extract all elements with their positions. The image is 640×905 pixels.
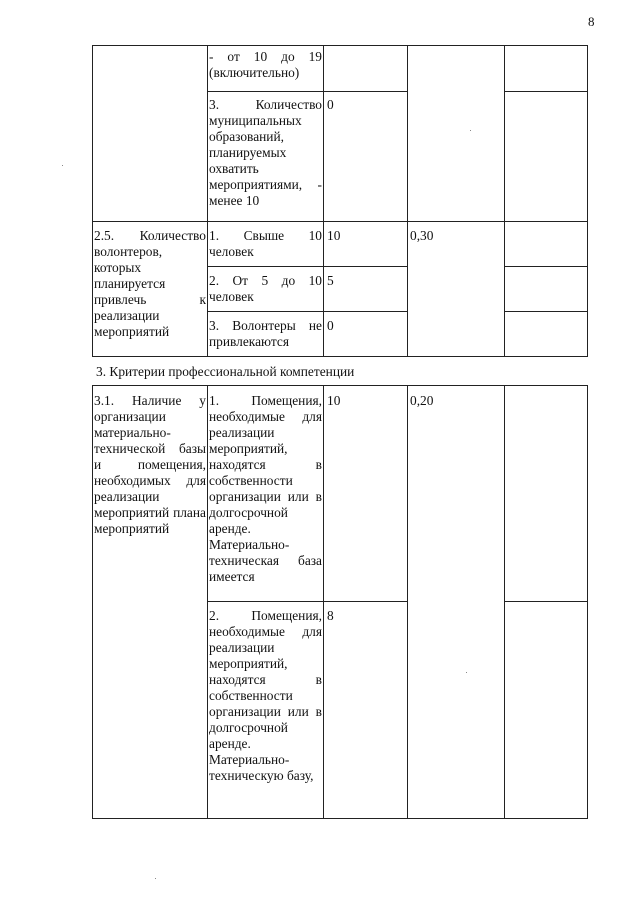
column-divider bbox=[504, 385, 505, 819]
table-border-right bbox=[587, 385, 588, 819]
criterion-cell: 2. От 5 до 10 человек bbox=[209, 273, 322, 304]
scan-speck bbox=[155, 878, 156, 879]
table-border-bottom bbox=[92, 818, 588, 819]
column-divider bbox=[407, 385, 408, 819]
row-divider bbox=[92, 356, 588, 357]
row-divider bbox=[207, 311, 407, 312]
indicator-cell: 3.1. Наличие у организации материально-технической базы и помещения, необходимых для реализации мероприятий плана мероприятий bbox=[94, 393, 206, 536]
page-number: 8 bbox=[588, 14, 595, 29]
criteria-table bbox=[92, 45, 588, 819]
row-divider bbox=[504, 311, 588, 312]
score-cell: 10 bbox=[327, 393, 341, 408]
column-divider bbox=[407, 45, 408, 357]
table-border-top bbox=[92, 45, 588, 46]
column-divider bbox=[207, 45, 208, 357]
table-border-right bbox=[587, 45, 588, 357]
scan-speck bbox=[466, 672, 467, 673]
weight-cell: 0,20 bbox=[410, 393, 434, 408]
score-cell: 0 bbox=[327, 318, 334, 333]
column-divider bbox=[207, 385, 208, 819]
criterion-cell: - от 10 до 19 (включительно) bbox=[209, 49, 322, 80]
row-divider bbox=[504, 266, 588, 267]
criterion-cell: 2. Помещения, необходимые для реализации мероприятий, находятся в собственности организации или в долгосрочной аренде. Материально-техническую базу, bbox=[209, 608, 322, 783]
indicator-cell: 2.5. Количество волонтеров, которых планируется привлечь к реализации мероприятий bbox=[94, 228, 206, 339]
row-divider bbox=[207, 266, 407, 267]
weight-cell: 0,30 bbox=[410, 228, 434, 243]
criterion-cell: 3. Волонтеры не привлекаются bbox=[209, 318, 322, 349]
row-divider bbox=[504, 91, 588, 92]
row-divider bbox=[207, 91, 407, 92]
column-divider bbox=[323, 385, 324, 819]
column-divider bbox=[323, 45, 324, 357]
score-cell: 0 bbox=[327, 97, 334, 112]
scan-speck bbox=[62, 165, 63, 166]
section-heading: 3. Критерии профессиональной компетенции bbox=[96, 364, 355, 379]
column-divider bbox=[504, 45, 505, 357]
criterion-cell: 1. Помещения, необходимые для реализации мероприятий, находятся в собственности организации или в долгосрочной аренде. Материально-техническая база имеется bbox=[209, 393, 322, 584]
score-cell: 10 bbox=[327, 228, 341, 243]
row-divider bbox=[92, 385, 588, 386]
row-divider bbox=[207, 601, 407, 602]
table-border-left bbox=[92, 45, 93, 357]
score-cell: 8 bbox=[327, 608, 334, 623]
criterion-cell: 1. Свыше 10 человек bbox=[209, 228, 322, 259]
table-border-left bbox=[92, 385, 93, 819]
criterion-cell: 3. Количество муниципальных образований, планируемых охватить мероприятиями, - менее 10 bbox=[209, 97, 322, 208]
row-divider bbox=[504, 601, 588, 602]
row-divider bbox=[92, 221, 588, 222]
score-cell: 5 bbox=[327, 273, 334, 288]
scan-speck bbox=[470, 130, 471, 131]
